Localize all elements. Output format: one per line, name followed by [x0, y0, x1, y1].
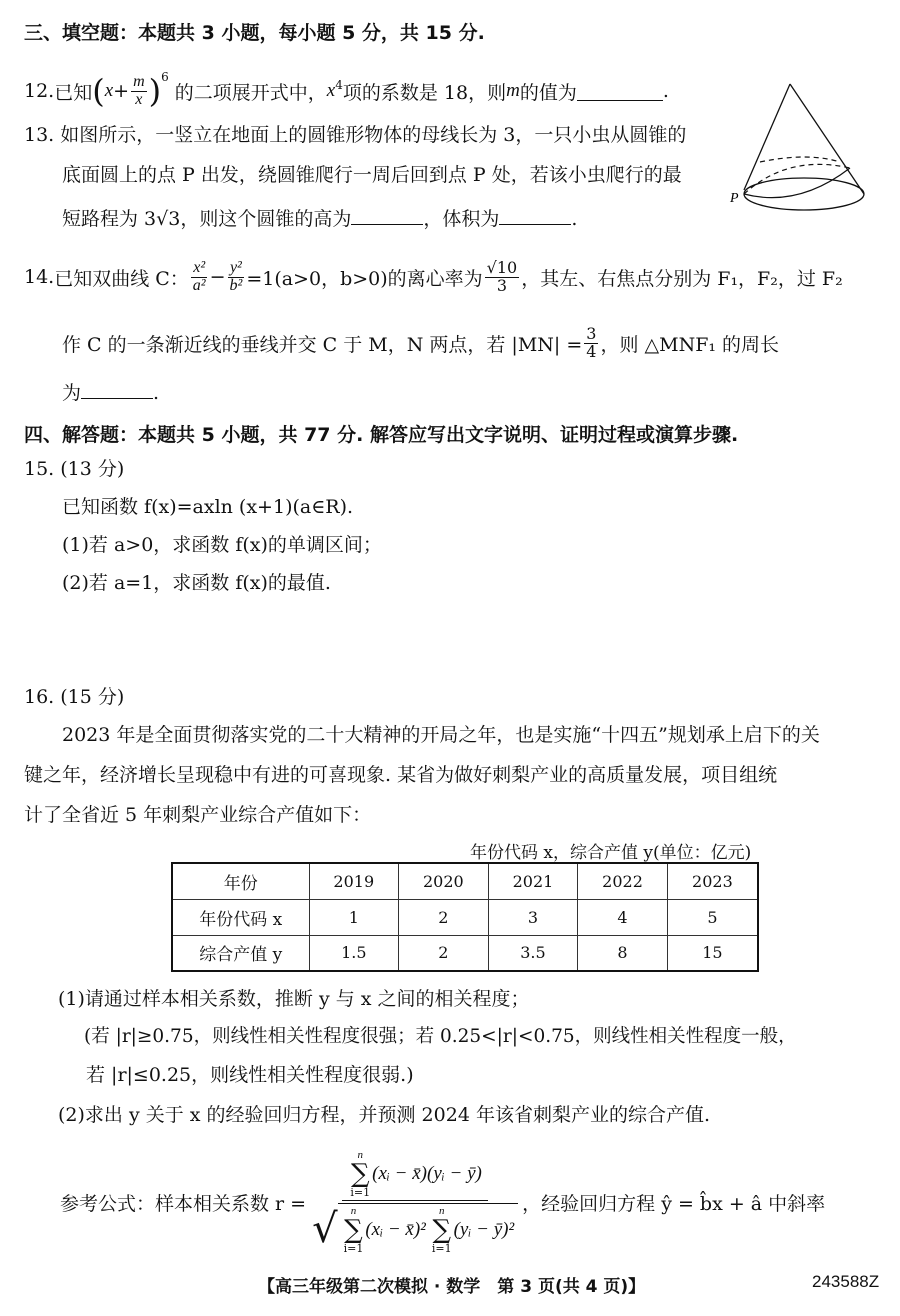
question-13-line-1: 13. 如图所示，一竖立在地面上的圆锥形物体的母线长为 3，一只小虫从圆锥的 — [24, 124, 687, 146]
var-m: m — [506, 80, 520, 101]
question-15-part-2: (2)若 a=1，求函数 f(x)的最值. — [62, 572, 331, 594]
fraction-x2-over-a2 — [191, 260, 208, 295]
fraction-eccentricity — [485, 257, 520, 295]
question-text: 已知 — [54, 81, 93, 104]
table-cell: 2022 — [578, 863, 668, 899]
table-row — [172, 863, 758, 899]
fraction-mn-length — [584, 323, 598, 361]
exponent: 4 — [335, 78, 343, 92]
sum-upper: n — [357, 1149, 364, 1161]
question-16-part-1: (1)请通过样本相关系数，推断 y 与 x 之间的相关程度； — [58, 988, 530, 1010]
numerator: 3 — [586, 323, 597, 343]
answer-blank-volume[interactable] — [499, 205, 571, 225]
question-number: 14. — [24, 266, 55, 288]
table-cell: 4 — [578, 899, 668, 935]
sum-lower: i=1 — [350, 1186, 371, 1199]
answer-blank-height[interactable] — [351, 205, 423, 225]
question-14-line-1 — [24, 252, 843, 302]
row-header: 年份 — [172, 863, 309, 899]
question-14-line-2 — [62, 318, 779, 368]
question-15-stem: 已知函数 f(x)=axln (x+1)(a∈R). — [62, 496, 354, 518]
footer-page-info: 【高三年级第二次模拟 · 数学 第 3 页(共 4 页)】 — [258, 1277, 646, 1297]
question-16-part-1-note-2: 若 |r|≤0.25，则线性相关性程度很弱.) — [86, 1064, 414, 1086]
question-text: ，体积为 — [423, 208, 500, 230]
point-p-label: P — [730, 191, 739, 206]
question-text: 作 C 的一条渐近线的垂线并交 C 于 M，N 两点，若 |MN| = — [62, 333, 583, 356]
numerator: √10 — [486, 257, 518, 277]
question-text: ，其左、右焦点分别为 F₁，F₂，过 F₂ — [521, 267, 843, 290]
formula-text: ，经验回归方程 ŷ = b̂x + â 中斜率 — [522, 1192, 826, 1215]
question-text: ，则 △MNF₁ 的周长 — [600, 333, 780, 356]
denominator-term-x: (xᵢ − x̄)² — [365, 1219, 426, 1240]
denominator: 3 — [496, 275, 508, 295]
table-cell: 2021 — [488, 863, 578, 899]
formula-denominator — [312, 1201, 518, 1254]
cone-figure — [728, 82, 878, 222]
table-cell: 1 — [309, 899, 399, 935]
numerator-term: (xᵢ − x̄)(yᵢ − ȳ) — [372, 1163, 482, 1184]
question-number: 12. — [24, 80, 55, 102]
left-paren: ( — [92, 72, 105, 110]
question-text: 已知双曲线 C： — [54, 267, 189, 290]
table-cell: 1.5 — [309, 935, 399, 971]
denominator: a² — [192, 276, 206, 294]
sum-lower: i=1 — [343, 1242, 364, 1255]
table-row — [172, 899, 758, 935]
answer-blank-perimeter[interactable] — [81, 379, 153, 399]
period: . — [662, 80, 669, 102]
table-cell: 8 — [578, 935, 668, 971]
question-16-paragraph-line-1: 2023 年是全面贯彻落实党的二十大精神的开局之年，也是实施“十四五”规划承上启下的关 — [62, 724, 820, 746]
question-16-part-2: (2)求出 y 关于 x 的经验回归方程，并预测 2024 年该省刺梨产业的综合产值. — [58, 1104, 710, 1126]
question-text: =1(a>0，b>0)的离心率为 — [246, 267, 483, 290]
question-12 — [24, 66, 669, 116]
table-cell: 2 — [399, 899, 489, 935]
question-16-number: 16. (15 分) — [24, 686, 125, 708]
question-text: 的二项展开式中， — [174, 81, 327, 104]
sqrt-content — [338, 1203, 519, 1254]
question-text: 的值为 — [519, 81, 577, 104]
question-15-part-1: (1)若 a>0，求函数 f(x)的单调区间； — [62, 534, 382, 556]
denominator: x — [135, 90, 143, 108]
sum-lower: i=1 — [431, 1242, 452, 1255]
formula-numerator — [342, 1150, 487, 1201]
denominator: 4 — [586, 341, 597, 361]
table-cell: 2019 — [309, 863, 399, 899]
row-header: 年份代码 x — [172, 899, 309, 935]
sigma-icon: n ∑ i=1 — [350, 1149, 371, 1199]
fraction-y2-over-b2 — [228, 260, 245, 295]
denominator: b² — [229, 276, 243, 294]
period: . — [153, 382, 160, 404]
question-text: 为 — [62, 382, 82, 404]
numerator: m — [133, 72, 145, 90]
question-16-paragraph-line-2: 键之年，经济增长呈现稳中有进的可喜现象. 某省为做好刺梨产业的高质量发展，项目组统 — [24, 764, 778, 786]
minus-sign: − — [209, 266, 226, 288]
table-cell: 15 — [667, 935, 758, 971]
question-text: 项的系数是 18，则 — [342, 81, 507, 104]
sum-upper: n — [350, 1205, 357, 1217]
numerator: x² — [193, 258, 206, 276]
section-4-header: 四、解答题：本题共 5 小题，共 77 分. 解答应写出文字说明、证明过程或演算步骤. — [24, 424, 739, 446]
table-cell: 3 — [488, 899, 578, 935]
sqrt-icon: √ n ∑ i=1 (xᵢ − x̄)² n ∑ i=1 (yᵢ − ȳ)² — [312, 1203, 518, 1254]
question-13-line-2: 底面圆上的点 P 出发，绕圆锥爬行一周后回到点 P 处，若该小虫爬行的最 — [62, 164, 682, 186]
question-15-number: 15. (13 分) — [24, 458, 125, 480]
sum-upper: n — [438, 1205, 445, 1217]
denominator-term-y: (yᵢ − ȳ)² — [453, 1219, 515, 1240]
var-x: x — [104, 80, 114, 101]
table-cell: 2023 — [667, 863, 758, 899]
reference-formula — [60, 1142, 825, 1262]
correlation-coefficient-fraction — [312, 1150, 518, 1254]
right-paren: ) — [148, 72, 162, 110]
answer-blank[interactable] — [577, 81, 663, 101]
question-16-part-1-note-1: (若 |r|≥0.75，则线性相关性程度很强；若 0.25<|r|<0.75，则线性相关性程度一般， — [84, 1026, 797, 1047]
question-14-line-3 — [62, 376, 159, 410]
question-16-paragraph-line-3: 计了全省近 5 年刺梨产业综合产值如下： — [24, 804, 372, 826]
table-cell: 5 — [667, 899, 758, 935]
section-3-header: 三、填空题：本题共 3 小题，每小题 5 分，共 15 分. — [24, 22, 485, 44]
table-cell: 2020 — [399, 863, 489, 899]
sigma-icon: n ∑ i=1 — [431, 1205, 452, 1255]
table-row — [172, 935, 758, 971]
var-x: x — [326, 80, 336, 101]
numerator: y² — [229, 258, 242, 276]
table-caption: 年份代码 x，综合产值 y(单位：亿元) — [470, 843, 752, 863]
footer-code: 243588Z — [812, 1272, 880, 1291]
question-13-line-3 — [62, 202, 577, 236]
formula-label: 参考公式：样本相关系数 r = — [60, 1192, 307, 1215]
fraction-m-over-x — [131, 74, 147, 109]
data-table — [171, 862, 759, 972]
row-header: 综合产值 y — [172, 935, 309, 971]
plus-sign: + — [113, 80, 130, 102]
sigma-icon: n ∑ i=1 — [343, 1205, 364, 1255]
period: . — [571, 208, 578, 230]
question-text: 短路程为 3√3，则这个圆锥的高为 — [62, 208, 352, 230]
table-cell: 3.5 — [488, 935, 578, 971]
table-cell: 2 — [399, 935, 489, 971]
exponent: 6 — [161, 70, 169, 84]
